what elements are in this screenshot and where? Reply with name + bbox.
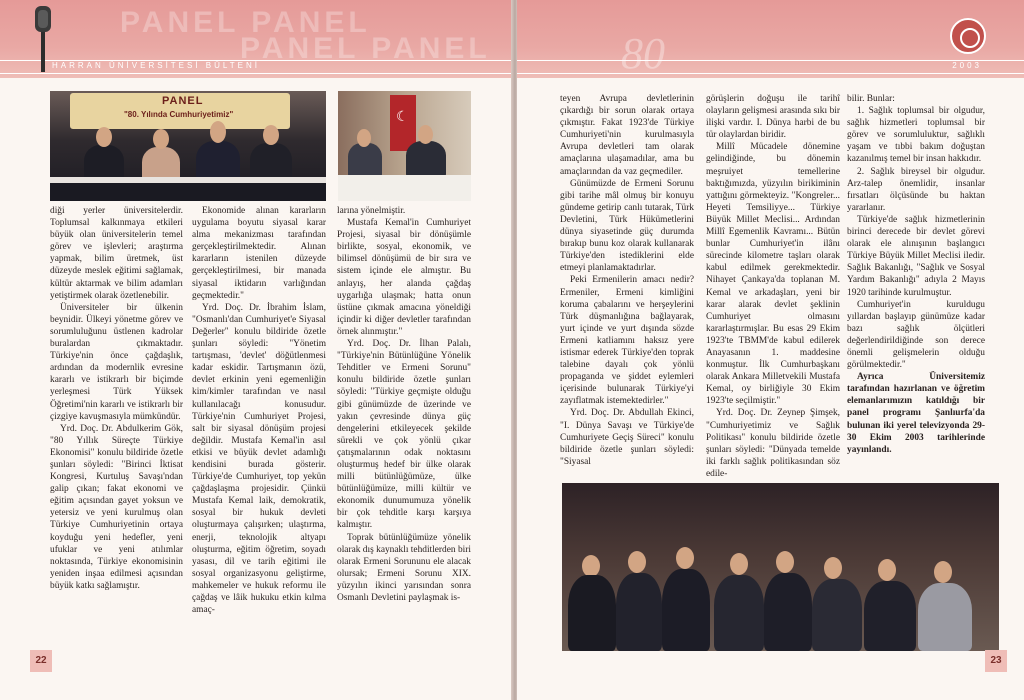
right-page bbox=[517, 0, 1024, 700]
paragraph: Yrd. Doç. Dr. Abdulkerim Gök, "80 Yıllık Süreçte Türkiye Ekonomisi" konulu bildiride özetle şunları söyledi: "Birinci İktisat Kongresi, Kurtuluş Savaşı'ndan galip çıkan; fakat ekonomi ve eğitim açısından gayet yoksun ve yetersiz ve yeni kurulmuş olan Türkiye Cumhuriyetinin ortaya koyduğu yeni hedefler, yeni ufuklar ve yeni atılımlar noktasında, Türkiye ekonomisinin yeniden inşaa edilmesi açısından büyük katkı sağlamıştır. bbox=[50, 423, 183, 591]
anniversary-number: 80 bbox=[621, 29, 665, 78]
panel-table-cover bbox=[50, 183, 326, 201]
paragraph: Yrd. Doç. Dr. İlhan Palalı, "Türkiye'nin Bütünlüğüne Yönelik Tehditler ve Ermeni Sorunu" konulu bildiride özetle şunları söyledi: "Türkiye geçmişte olduğu gibi günümüzde de üzerinde ve yakın çevresinde dünya güç dengelerini etkileyecek şekilde sürekli ve çok yönlü çıkar çatışmalarının odak noktasını oluşturmuş hedef bir ülke olarak milli bütünlüğümüze, ülke bütünlüğümüze, milli kültür ve ekonomik dunumumuza yönelik bir çok tehditle karşı karşıya kalmıştır. bbox=[337, 339, 471, 531]
band-watermark: PANEL PANEL bbox=[120, 6, 371, 39]
paragraph: Türkiye'de sağlık hizmetlerinin birinci derecede bir devlet görevi olarak ele alınışının başlangıcı Türkiye Büyük Millet Meclisi iledir. Sağlık Bakanlığı, "Sağlık ve Sosyal Yardım Bakanlığı" adıyla 2 Mayıs 1920 tarihinde kurulmuştur. bbox=[847, 214, 985, 298]
paragraph: Üniversiteler bir ülkenin beynidir. Ülkeyi yönetme görev ve sorumluluğunu üstlenen kadrolar buralardan çıkmaktadır. Türkiye'nin önce çağdaşlık, ardından da modernlik evresine kararlı ve istikrarlı bir biçimde yerleşmesi Türk Yüksek Öğretimi'nin kararlı ve istikrarlı bir çizgiye kavuşmasıyla mümkündür. bbox=[50, 302, 183, 422]
speaker-1 bbox=[348, 143, 382, 177]
paragraph: Yrd. Doç. Dr. İbrahim İslam, "Osmanlı'dan Cumhuriyet'e Siyasal Değerler" konulu bildiride özetle şunları söyledi: "Yönetim tartışması, 'devlet' döğütlenmesi kadar eskidir. Tartışmanın özü, devlet erkinin yeni egemenliğin kim/kimler tarafından ve nasıl kullanılacağı konusudur. Türkiye'nin Cumhuriyet Projesi, salt bir siyasal dönüşüm projesi değildir. Mustafa Kemal'in asıl etkisi ve büyük devlet adamlığı kendisini burada gösterir. Türkiye'de Cumhuriyet, top yekün çağdaşlaşma projesidir. Çünkü Mustafa Kemal laik, demokratik, sosyal bir hukuk devleti oluşturmaya çalışırken; ulaştırma, enerji, teknolojik altyapı oluşturma, eğitim öğretim, soyadı yasası, dil ve tarih eğitimi ile sosyal organizasyonu geliştirme, mahkemeler ve hukuk reformu ile çağdaş ve lâik hukuku etkin kılma amaç- bbox=[192, 302, 326, 616]
header-strip bbox=[517, 60, 1024, 74]
page-number-right: 23 bbox=[985, 650, 1007, 672]
attendee-head bbox=[582, 555, 600, 577]
panelist-3-head bbox=[210, 121, 226, 143]
left-column-2 bbox=[192, 205, 326, 616]
header-band-right bbox=[517, 0, 1024, 78]
attendee-head bbox=[730, 553, 748, 575]
attendee-head bbox=[878, 559, 896, 581]
panelist-2-head bbox=[153, 129, 169, 149]
speaker-2-head bbox=[418, 125, 433, 144]
panelist-1-head bbox=[96, 127, 112, 147]
attendee bbox=[918, 583, 972, 651]
panel-banner-title: PANEL bbox=[162, 95, 204, 107]
paragraph: Mustafa Kemal'in Cumhuriyet Projesi, siyasal bir dönüşümle birlikte, sosyal, ekonomik, ve bilimsel dönüşümü de bir sıra ve sistem içinde ele almıştır. Bu anlayış, her alanda çağdaş uygarlığa ulaşmak; hatta onun üstüne çıkmak amacına yöneldiği içindir ki diğer devletler tarafından örnek alınmıştır." bbox=[337, 218, 471, 337]
paragraph: 2. Sağlık bireysel bir olgudur. Arz-talep önemlidir, insanlar fırsatları ölçüsünde bu haktan yararlanır. bbox=[847, 166, 985, 213]
band-watermark-2: PANEL PANEL bbox=[240, 32, 491, 65]
attendee-head bbox=[776, 551, 794, 573]
paragraph: diği yerler üniversitelerdir. Toplumsal kalkınmaya etkileri büyük olan üniversitelerin temel görev ve işlevleri; araştırma yapmak, bilim üretmek, üst düzeyde meslek eğitimi sağlamak, kültür aktarmak ve bilim adamları yetiştirmek olarak özetlenebilir. bbox=[50, 206, 183, 301]
paragraph: Toprak bütünlüğümüze yönelik olarak dış kaynaklı tehditlerden biri olarak Ermeni Sorununu ele alacak olursak; Ermeni Sorunu XIX. yüzyılın ikinci yarısından sonra Osmanlı Devletini paylaşmak is- bbox=[337, 532, 471, 603]
panel-photo bbox=[50, 91, 326, 201]
attendee-head bbox=[628, 551, 646, 573]
microphone-icon bbox=[30, 4, 56, 74]
attendee bbox=[864, 581, 916, 651]
university-logo-icon bbox=[950, 18, 986, 54]
speaker-1-head bbox=[357, 129, 371, 147]
speaker-photo bbox=[338, 91, 471, 201]
bulletin-title: HARRAN ÜNİVERSİTESİ BÜLTENİ bbox=[52, 61, 260, 70]
paragraph: Yrd. Doç. Dr. Abdullah Ekinci, "I. Dünya Savaşı ve Türkiye'de Cumhuriyete Geçiş Süreci" konulu bildiride özetle şunları söyledi: "Siyasal bbox=[560, 408, 694, 467]
attendee-head bbox=[824, 557, 842, 579]
attendee bbox=[764, 573, 812, 651]
right-column-1 bbox=[560, 93, 694, 468]
paragraph: Millî Mücadele dönemine gelindiğinde, bu dönemin meşruiyet temellerine baktığımızda, yüzyılın birikiminin yattığını görmekteyiz. "Kongreler... Heyeti Temsiliyye... Türkiye Büyük Millet Meclisi... Ardından Millî Egemenlik Kavramı... Bütün bunlar Cumhuriyet'in ilânı sürecinde kilometre taşları olarak kabul edilmek gerekmektedir. Nihayet Çankaya'da toplanan M. Kemal ve arkadaşları, yeni bir karar alarak devlet şeklinin Cumhuriyet olmasını kararlaştırmışlar. Bu esas 29 Ekim 1923'te TBMM'de kabul edilerek Anayasanın 1. maddesine konmuştur. İlk Cumhurbaşkanı olarak Ankara Milletvekili Mustafa Kemal, oy birliğiyle 30 Ekim 1923'te seçilmiştir." bbox=[706, 142, 840, 407]
header-band-left bbox=[0, 0, 513, 78]
paragraph: Cumhuriyet'in kuruldugu yıllardan başlayıp günümüze kadar bazı sağlık ölçütleri değerlendirildiğinde son derece önemli gelişmelerin olduğu görülmektedir." bbox=[847, 299, 985, 371]
audience-crowd bbox=[562, 483, 999, 651]
paragraph: görüşlerin doğuşu ile tarihî olayların gelişmesi arasında sıkı bir ilişki vardır. I. Dünya harbi de bu tür olaylardan biridir. bbox=[706, 94, 840, 141]
attendee bbox=[568, 575, 616, 651]
attendee bbox=[616, 573, 662, 651]
bulletin-year: 2003 bbox=[952, 61, 982, 70]
announcement-paragraph: Ayrıca Üniversitemiz tarafından hazırlanan ve öğretim elemanlarımızın katıldığı bir panel programı Şanlıurfa'da bulunan iki yerel televizyonda 29-30 Ekim 2003 tarihlerinde yayınlandı. bbox=[847, 372, 985, 455]
paragraph: Yrd. Doç. Dr. Zeynep Şimşek, "Cumhuriyetimiz ve Sağlık Politikası" konulu bildiride özetle şunları söyledi: "Dünyada temelde iki farklı sağlık politikasından söz edile- bbox=[706, 408, 840, 479]
panelist-4-head bbox=[263, 125, 279, 145]
audience-photo bbox=[562, 483, 999, 651]
right-column-2 bbox=[706, 93, 840, 480]
paragraph: 1. Sağlık toplumsal bir olgudur, sağlık hizmetleri toplumsal bir görev ve sorumluluktur, sağlıklı yaşam ve tıbbi bakım doğuştan kazanılmış temel bir insan hakkıdır. bbox=[847, 106, 985, 165]
panel-banner-subtitle: "80. Yılında Cumhuriyetimiz" bbox=[124, 110, 234, 119]
left-column-1 bbox=[50, 205, 183, 592]
paragraph: Ekonomide alınan kararların uygulama boyutu siyasal karar alma mekanizması tarafından gerçekleştirilmektedir. Alınan kararların istenilen düzeyde gerçekleştirilmesi, bir manada siyasal iktidarın varlığından geçmektedir." bbox=[192, 206, 326, 301]
attendee-head bbox=[934, 561, 952, 583]
right-column-3 bbox=[847, 93, 985, 456]
speaker-2 bbox=[406, 141, 446, 177]
page-number-left: 22 bbox=[30, 650, 52, 672]
attendee bbox=[714, 575, 764, 651]
left-column-3 bbox=[337, 205, 471, 604]
paragraph: larına yönelmiştir. bbox=[337, 206, 406, 216]
attendee bbox=[662, 569, 710, 651]
paragraph: bilir. Bunlar: bbox=[847, 94, 895, 104]
paragraph: teyen Avrupa devletlerinin çıkardığı bir sorun olarak ortaya çıkmıştır. Fakat 1923'de Türkiye Cumhuriyeti'nin kurulmasıyla Avrupa devletleri tam olarak amaçlarına ulaşamadılar, ama bu amaçlarından da vaz geçmediler. bbox=[560, 94, 694, 177]
attendee bbox=[812, 579, 862, 651]
attendee-head bbox=[676, 547, 694, 569]
paragraph: Peki Ermenilerin amacı nedir? Ermeniler, Ermeni kimliğini koruma çabalarını ve herşeylerini Türk düşmanlığına bağlayarak, yurt içinde ve yurt dışında sözde Ermeni katliamını haksız yere istismar ederek Türkiye'den toprak talebine dayalı çok yönlü propaganda ve şiddet eylemleri içerisinde bulunarak Türkiye'yi zayıflatmak istemektedirler." bbox=[560, 275, 694, 407]
paragraph: Günümüzde de Ermeni Sorunu gibi tarihe mâl olmuş bir konuyu gündeme getirip canlı tutarak, Türk Devletini, Türk Hükümetlerini dünya siyasetinde güç durumda bırakıp bunu koz olarak kullanarak Türkiye'den istediklerini elde etmeyi planlamaktadırlar. bbox=[560, 178, 694, 274]
speaker-table bbox=[338, 175, 471, 201]
